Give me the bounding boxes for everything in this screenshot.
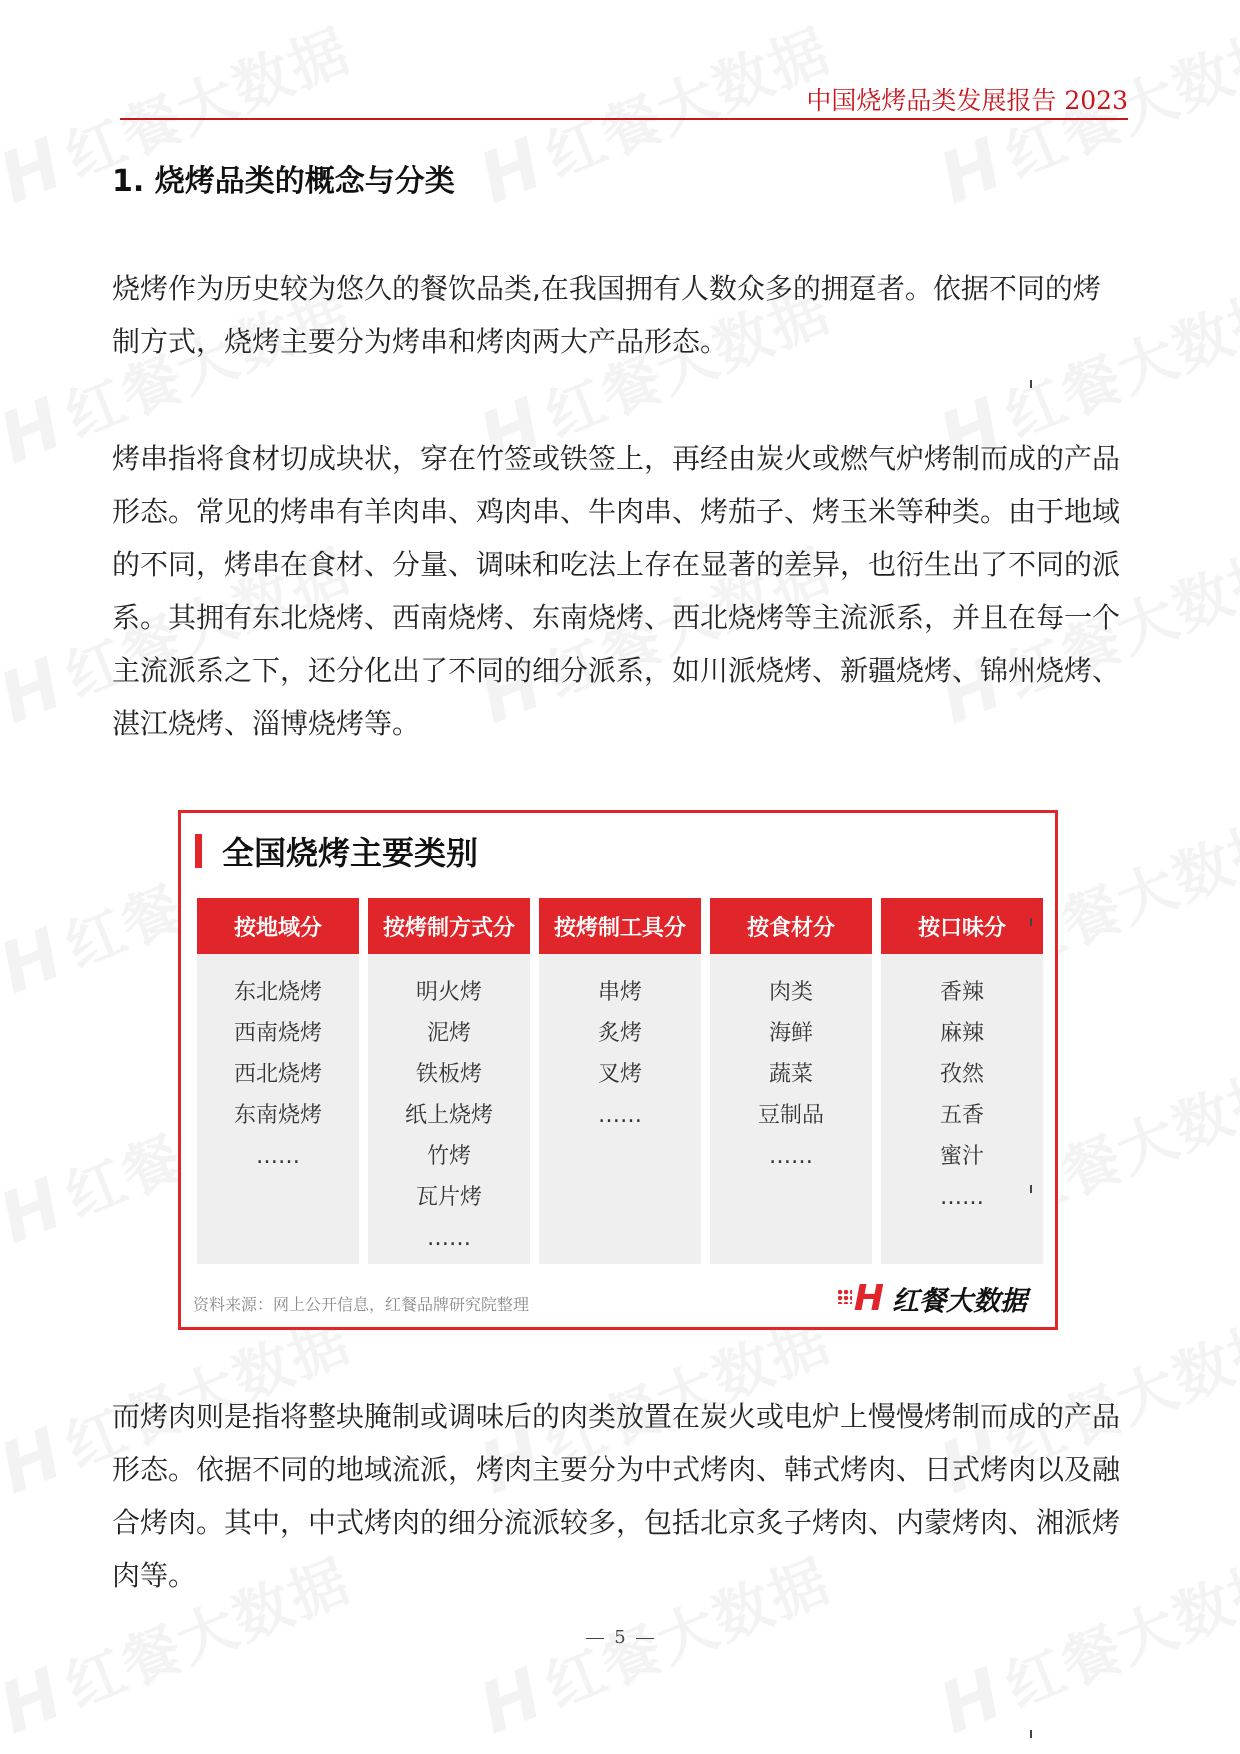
paragraph-grilled-meat: 而烤肉则是指将整块腌制或调味后的肉类放置在炭火或电炉上慢慢烤制而成的产品形态。依据不同的地域流派，烤肉主要分为中式烤肉、韩式烤肉、日式烤肉以及融合烤肉。其中，中式烤肉的细分流派较多，包括北京炙子烤肉、内蒙烤肉、湘派烤肉等。 — [112, 1400, 1121, 1592]
category-list — [881, 954, 1043, 1218]
category-item: 铁板烤 — [415, 1062, 482, 1087]
category-item: …… — [598, 1103, 642, 1128]
page-header — [120, 86, 1128, 120]
footer-dash — [586, 1638, 604, 1639]
category-header: 按烤制工具分 — [539, 898, 701, 954]
figure-source: 资料来源：网上公开信息，红餐品牌研究院整理 — [193, 1295, 530, 1314]
logo-text: 红餐大数据 — [892, 1286, 1027, 1317]
category-item: 香辣 — [939, 980, 984, 1005]
category-header: 按口味分 — [881, 898, 1043, 954]
page-footer — [0, 1627, 1240, 1648]
category-list — [539, 954, 701, 1136]
category-column-tool — [539, 898, 701, 1264]
margin-tick — [1030, 918, 1032, 926]
category-item: 纸上烧烤 — [404, 1103, 493, 1128]
title-accent-bar — [195, 834, 202, 868]
footer-dash — [636, 1638, 654, 1639]
category-item: 明火烤 — [415, 980, 482, 1005]
category-item: …… — [427, 1226, 471, 1251]
figure-title-row — [195, 831, 478, 871]
category-item: 竹烤 — [426, 1144, 471, 1169]
category-list — [368, 954, 530, 1259]
paragraph-intro: 烧烤作为历史较为悠久的餐饮品类,在我国拥有人数众多的拥趸者。依据不同的烤制方式，烧烤主要分为烤串和烤肉两大产品形态。 — [112, 272, 1101, 358]
category-item: 叉烤 — [597, 1062, 642, 1087]
page-number: 5 — [614, 1627, 626, 1648]
category-item: 孜然 — [939, 1062, 984, 1087]
category-item: 五香 — [939, 1103, 984, 1128]
category-item: …… — [940, 1185, 984, 1210]
margin-tick — [1030, 380, 1032, 388]
paragraph-skewers: 烤串指将食材切成块状，穿在竹签或铁签上，再经由炭火或燃气炉烤制而成的产品形态。常见的烤串有羊肉串、鸡肉串、牛肉串、烤茄子、烤玉米等种类。由于地域的不同，烤串在食材、分量、调味和吃法上存在显著的差异，也衍生出了不同的派系。其拥有东北烧烤、西南烧烤、东南烧烤、西北烧烤等主流派系，并且在每一个主流派系之下，还分化出了不同的细分派系，如川派烧烤、新疆烧烤、锦州烧烤、湛江烧烤、淄博烧烤等。 — [112, 442, 1121, 740]
figure-title: 全国烧烤主要类别 — [222, 834, 479, 872]
category-item: 西南烧烤 — [233, 1021, 322, 1046]
category-list — [197, 954, 359, 1177]
category-item: 蔬菜 — [768, 1062, 813, 1087]
category-item: 蜜汁 — [939, 1144, 984, 1169]
margin-tick — [1030, 1730, 1032, 1738]
category-item: 东北烧烤 — [233, 980, 322, 1005]
category-item: 炙烤 — [597, 1021, 642, 1046]
category-item: 海鲜 — [768, 1021, 813, 1046]
category-header: 按地域分 — [197, 898, 359, 954]
category-item: 麻辣 — [939, 1021, 984, 1046]
category-item: 泥烤 — [426, 1021, 471, 1046]
category-item: 肉类 — [768, 980, 813, 1005]
category-column-flavor — [881, 898, 1043, 1264]
category-item: 东南烧烤 — [233, 1103, 322, 1128]
category-item: 瓦片烤 — [415, 1185, 482, 1210]
category-item: 豆制品 — [757, 1103, 824, 1128]
category-list — [710, 954, 872, 1177]
category-column-region — [197, 898, 359, 1264]
category-figure — [178, 810, 1058, 1330]
category-header: 按食材分 — [710, 898, 872, 954]
brand-logo — [854, 1278, 1027, 1319]
category-item: 串烤 — [597, 980, 642, 1005]
category-header: 按烤制方式分 — [368, 898, 530, 954]
category-column-method — [368, 898, 530, 1264]
category-item: 西北烧烤 — [233, 1062, 322, 1087]
margin-tick — [1030, 1185, 1032, 1193]
report-title: 中国烧烤品类发展报告 2023 — [806, 86, 1128, 115]
category-item: …… — [769, 1144, 813, 1169]
logo-mark-icon: H — [854, 1278, 884, 1319]
category-column-ingredient — [710, 898, 872, 1264]
category-item: …… — [256, 1144, 300, 1169]
category-columns — [197, 898, 1043, 1264]
section-title: 1. 烧烤品类的概念与分类 — [112, 164, 455, 199]
